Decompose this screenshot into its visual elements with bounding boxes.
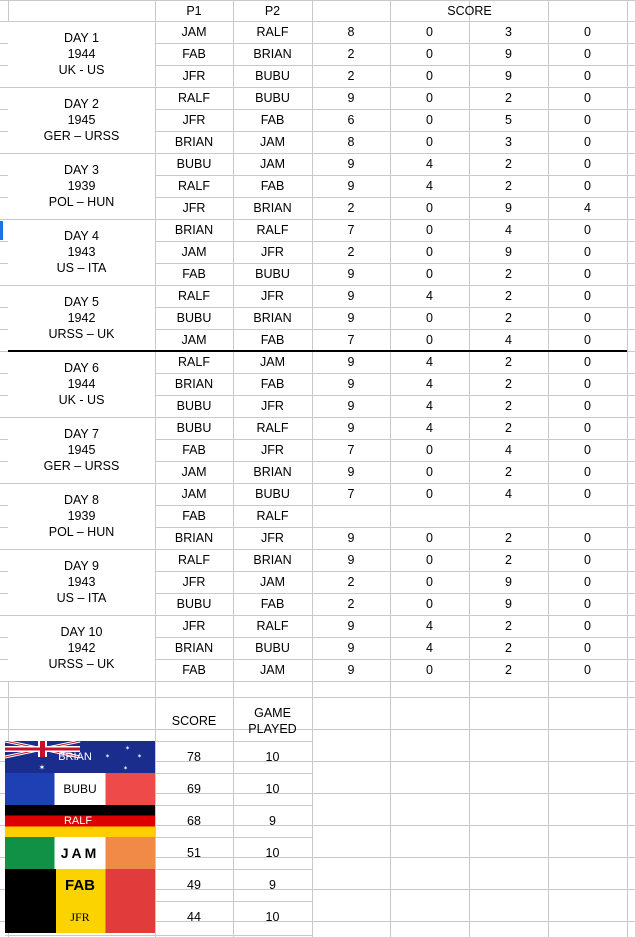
summary-row-line <box>155 837 312 838</box>
score-cell: 0 <box>584 333 591 347</box>
flag-belgium-fab <box>5 869 155 901</box>
score-cell: 4 <box>505 487 512 501</box>
score-cell: 0 <box>584 575 591 589</box>
score-cell: 9 <box>347 311 355 325</box>
player-2-cell: JAM <box>260 135 285 149</box>
player-2-cell: RALF <box>256 509 289 523</box>
score-cell: 0 <box>426 465 433 479</box>
score-cell: 8 <box>347 25 355 39</box>
score-cell: 9 <box>505 201 512 215</box>
score-cell: 0 <box>584 553 591 567</box>
day-block-border <box>8 153 155 154</box>
day-block-border <box>8 219 155 220</box>
player-2-cell: FAB <box>260 179 285 193</box>
day-day: DAY 5 <box>64 295 99 309</box>
score-cell: 0 <box>584 597 591 611</box>
player-1-cell: JAM <box>181 245 207 259</box>
grid-line <box>0 681 635 682</box>
score-cell: 2 <box>505 91 512 105</box>
header-p2: P2 <box>264 3 281 18</box>
player-1-cell: BRIAN <box>174 135 214 149</box>
player-2-cell: BUBU <box>255 69 290 83</box>
summary-header-game-played: GAME PLAYED <box>248 705 297 736</box>
day-year: 1944 <box>67 377 96 391</box>
score-cell: 0 <box>584 355 591 369</box>
score-cell: 0 <box>426 443 433 457</box>
score-cell: 9 <box>347 619 355 633</box>
score-cell: 9 <box>505 245 512 259</box>
player-1-cell: JAM <box>181 25 207 39</box>
score-cell: 9 <box>347 421 355 435</box>
score-cell: 2 <box>347 575 355 589</box>
score-cell: 6 <box>347 113 355 127</box>
score-cell: 7 <box>347 487 355 501</box>
day-block-border <box>8 615 155 616</box>
summary-border <box>312 697 313 937</box>
score-cell: 7 <box>347 333 355 347</box>
player-score-cell: 51 <box>187 846 201 860</box>
player-2-cell: JFR <box>261 289 284 303</box>
player-1-cell: BRIAN <box>174 223 214 237</box>
score-cell: 0 <box>426 531 433 545</box>
player-score-cell: 44 <box>187 910 201 924</box>
player-2-cell: JFR <box>261 443 284 457</box>
player-2-cell: FAB <box>260 333 285 347</box>
score-cell: 9 <box>347 641 355 655</box>
day-block <box>8 87 155 153</box>
score-cell: 9 <box>347 179 355 193</box>
player-1-cell: FAB <box>182 267 206 281</box>
score-cell: 4 <box>426 619 433 633</box>
player-1-cell: JAM <box>181 487 207 501</box>
score-cell: 0 <box>426 267 433 281</box>
score-cell: 0 <box>584 465 591 479</box>
score-cell: 0 <box>584 267 591 281</box>
day-day: DAY 3 <box>64 163 99 177</box>
score-cell: 0 <box>426 575 433 589</box>
score-cell: 4 <box>426 377 433 391</box>
score-cell: 0 <box>584 223 591 237</box>
day-block <box>8 219 155 285</box>
flag-australia-brian <box>5 741 155 773</box>
day-year: 1945 <box>67 443 96 457</box>
score-cell: 4 <box>426 157 433 171</box>
score-cell: 0 <box>426 597 433 611</box>
player-2-cell: JFR <box>261 531 284 545</box>
score-cell: 0 <box>584 443 591 457</box>
summary-row-line <box>155 869 312 870</box>
score-cell: 2 <box>505 267 512 281</box>
score-cell: 0 <box>426 223 433 237</box>
score-cell: 9 <box>347 399 355 413</box>
score-cell: 2 <box>347 201 355 215</box>
day-block-border <box>8 21 155 22</box>
day-teams: URSS – UK <box>48 327 115 341</box>
player-1-cell: BRIAN <box>174 377 214 391</box>
player-1-cell: RALF <box>178 179 210 193</box>
score-cell: 0 <box>584 47 591 61</box>
score-cell: 0 <box>584 663 591 677</box>
player-1-cell: JFR <box>182 113 206 127</box>
score-cell: 4 <box>426 355 433 369</box>
player-2-cell: BUBU <box>255 487 290 501</box>
player-2-cell: RALF <box>256 619 289 633</box>
score-cell: 0 <box>426 113 433 127</box>
score-cell: 9 <box>347 553 355 567</box>
day-block <box>8 153 155 219</box>
player-1-cell: BUBU <box>176 399 212 413</box>
score-cell: 0 <box>426 553 433 567</box>
player-2-cell: FAB <box>260 597 285 611</box>
score-cell: 0 <box>426 69 433 83</box>
score-cell: 4 <box>426 421 433 435</box>
player-2-cell: JAM <box>260 575 285 589</box>
player-1-cell: BUBU <box>176 157 212 171</box>
day-teams: POL – HUN <box>48 525 115 539</box>
score-cell: 0 <box>584 641 591 655</box>
day-block <box>8 549 155 615</box>
score-cell: 2 <box>347 245 355 259</box>
player-games-played-cell: 10 <box>265 846 280 860</box>
player-2-cell: JFR <box>261 245 284 259</box>
flag-germany-ralf <box>5 805 155 837</box>
day-year: 1943 <box>67 575 96 589</box>
score-cell: 2 <box>505 465 512 479</box>
score-cell: 2 <box>505 663 512 677</box>
score-cell: 0 <box>426 91 433 105</box>
day-teams: US – ITA <box>56 591 107 605</box>
day-day: DAY 9 <box>64 559 99 573</box>
player-1-cell: JFR <box>182 69 206 83</box>
score-cell: 9 <box>347 267 355 281</box>
player-1-cell: JFR <box>182 619 206 633</box>
day-separator-line <box>8 350 627 352</box>
player-name-label: BRIAN <box>58 751 92 763</box>
score-cell: 0 <box>426 25 433 39</box>
player-1-cell: RALF <box>178 553 210 567</box>
player-2-cell: BRIAN <box>253 553 292 567</box>
score-cell: 9 <box>505 47 512 61</box>
day-day: DAY 8 <box>64 493 99 507</box>
score-cell: 2 <box>505 619 512 633</box>
player-score-cell: 78 <box>187 750 201 764</box>
player-score-cell: 49 <box>187 878 201 892</box>
player-games-played-cell: 9 <box>269 814 276 828</box>
player-1-cell: BUBU <box>176 311 212 325</box>
score-cell: 9 <box>505 597 512 611</box>
summary-row-line <box>155 741 312 742</box>
score-cell: 0 <box>426 487 433 501</box>
player-1-cell: BUBU <box>176 597 212 611</box>
player-2-cell: JAM <box>260 355 285 369</box>
score-cell: 0 <box>584 421 591 435</box>
svg-text:✶: ✶ <box>123 766 129 772</box>
score-cell: 0 <box>426 663 433 677</box>
player-games-played-cell: 10 <box>265 782 280 796</box>
player-1-cell: JFR <box>182 201 206 215</box>
day-block-border <box>8 417 155 418</box>
score-cell <box>390 505 469 527</box>
player-score-cell: 68 <box>187 814 201 828</box>
score-cell: 0 <box>584 289 591 303</box>
day-block-border <box>8 483 155 484</box>
player-2-cell: BUBU <box>255 91 290 105</box>
score-cell: 0 <box>426 135 433 149</box>
score-cell: 0 <box>426 47 433 61</box>
day-block <box>8 483 155 549</box>
day-teams: US – ITA <box>56 261 107 275</box>
day-teams: GER – URSS <box>43 459 120 473</box>
score-cell: 4 <box>426 179 433 193</box>
day-teams: POL – HUN <box>48 195 115 209</box>
day-day: DAY 10 <box>60 625 103 639</box>
player-score-cell: 69 <box>187 782 201 796</box>
player-1-cell: JAM <box>181 465 207 479</box>
score-cell: 4 <box>584 201 591 215</box>
score-cell: 0 <box>584 25 591 39</box>
score-cell: 2 <box>505 355 512 369</box>
score-cell: 4 <box>426 289 433 303</box>
score-cell: 2 <box>505 289 512 303</box>
flag-italy-jam <box>5 837 155 869</box>
day-year: 1942 <box>67 311 96 325</box>
day-block <box>8 417 155 483</box>
score-cell: 2 <box>505 311 512 325</box>
day-year: 1939 <box>67 179 96 193</box>
day-teams: GER – URSS <box>43 129 120 143</box>
grid-line <box>627 0 628 937</box>
day-year: 1944 <box>67 47 96 61</box>
score-cell: 9 <box>347 531 355 545</box>
player-2-cell: BRIAN <box>253 311 292 325</box>
day-teams: URSS – UK <box>48 657 115 671</box>
player-1-cell: BUBU <box>176 421 212 435</box>
svg-text:✶: ✶ <box>105 754 111 760</box>
score-cell: 0 <box>584 69 591 83</box>
day-block-border <box>8 285 155 286</box>
grid-line <box>0 697 635 698</box>
player-2-cell: JAM <box>260 663 285 677</box>
score-cell: 0 <box>426 333 433 347</box>
score-cell: 2 <box>505 641 512 655</box>
day-day: DAY 4 <box>64 229 99 243</box>
summary-bottom-line <box>5 935 312 936</box>
player-2-cell: FAB <box>260 113 285 127</box>
score-cell: 3 <box>505 135 512 149</box>
row-selection-marker <box>0 221 3 240</box>
day-block-border <box>8 549 155 550</box>
score-cell: 2 <box>505 531 512 545</box>
day-year: 1939 <box>67 509 96 523</box>
player-2-cell: FAB <box>260 377 285 391</box>
flag-france-bubu <box>5 773 155 805</box>
score-cell: 0 <box>584 91 591 105</box>
score-cell: 0 <box>584 311 591 325</box>
score-cell: 0 <box>584 157 591 171</box>
score-cell: 9 <box>347 465 355 479</box>
score-cell: 0 <box>584 619 591 633</box>
svg-text:✶: ✶ <box>137 754 143 760</box>
summary-row-line <box>155 773 312 774</box>
player-name-label: BUBU <box>63 782 97 796</box>
day-block <box>8 285 155 351</box>
score-cell: 4 <box>505 443 512 457</box>
player-1-cell: FAB <box>182 47 206 61</box>
player-2-cell: BUBU <box>255 641 290 655</box>
score-cell: 0 <box>584 245 591 259</box>
score-cell: 0 <box>584 531 591 545</box>
player-1-cell: RALF <box>178 289 210 303</box>
score-cell: 9 <box>505 575 512 589</box>
score-cell <box>469 505 548 527</box>
header-p1: P1 <box>186 3 202 18</box>
day-year: 1943 <box>67 245 96 259</box>
score-cell: 2 <box>347 597 355 611</box>
player-name-label: RALF <box>63 815 93 827</box>
player-1-cell: RALF <box>178 355 210 369</box>
day-day: DAY 2 <box>64 97 99 111</box>
player-2-cell: BRIAN <box>253 201 292 215</box>
svg-text:✶: ✶ <box>38 763 46 772</box>
score-cell: 9 <box>347 377 355 391</box>
score-cell: 0 <box>584 179 591 193</box>
score-cell: 2 <box>505 399 512 413</box>
player-2-cell: BRIAN <box>253 465 292 479</box>
player-games-played-cell: 9 <box>269 878 276 892</box>
score-cell: 5 <box>505 113 512 127</box>
day-day: DAY 7 <box>64 427 99 441</box>
score-cell <box>548 505 627 527</box>
player-2-cell: BRIAN <box>253 47 292 61</box>
day-teams: UK - US <box>58 63 105 77</box>
player-name-label: JFR <box>70 909 90 924</box>
score-cell: 0 <box>426 245 433 259</box>
summary-row-line <box>155 901 312 902</box>
score-cell: 4 <box>505 333 512 347</box>
player-2-cell: RALF <box>256 223 289 237</box>
day-block <box>8 351 155 417</box>
player-1-cell: RALF <box>178 91 210 105</box>
score-cell: 2 <box>347 69 355 83</box>
day-block <box>8 615 155 681</box>
day-block <box>8 21 155 87</box>
score-cell: 9 <box>347 663 355 677</box>
score-cell: 9 <box>347 157 355 171</box>
player-1-cell: BRIAN <box>174 641 214 655</box>
day-block-border <box>8 87 155 88</box>
score-cell: 4 <box>426 641 433 655</box>
score-cell: 8 <box>347 135 355 149</box>
player-2-cell: BUBU <box>255 267 290 281</box>
grid-line <box>0 729 635 730</box>
player-1-cell: BRIAN <box>174 531 214 545</box>
player-1-cell: JFR <box>182 575 206 589</box>
score-cell: 9 <box>505 69 512 83</box>
svg-text:✶: ✶ <box>125 746 131 752</box>
score-cell: 7 <box>347 223 355 237</box>
day-day: DAY 1 <box>64 31 99 45</box>
player-games-played-cell: 10 <box>265 910 280 924</box>
score-cell: 0 <box>584 399 591 413</box>
score-cell: 3 <box>505 25 512 39</box>
player-1-cell: FAB <box>182 663 206 677</box>
score-cell: 7 <box>347 443 355 457</box>
player-2-cell: JAM <box>260 157 285 171</box>
score-cell <box>312 505 390 527</box>
player-games-played-cell: 10 <box>265 750 280 764</box>
score-cell: 2 <box>505 157 512 171</box>
score-cell: 0 <box>426 201 433 215</box>
score-cell: 0 <box>584 113 591 127</box>
score-cell: 2 <box>505 553 512 567</box>
score-cell: 2 <box>505 377 512 391</box>
score-cell: 4 <box>505 223 512 237</box>
player-name-label: FAB <box>65 876 95 894</box>
day-day: DAY 6 <box>64 361 99 375</box>
summary-header-score: SCORE <box>171 713 217 728</box>
score-cell: 2 <box>505 421 512 435</box>
score-cell: 0 <box>584 135 591 149</box>
player-1-cell: JAM <box>181 333 207 347</box>
score-cell: 0 <box>584 487 591 501</box>
player-2-cell: RALF <box>256 25 289 39</box>
score-cell: 9 <box>347 355 355 369</box>
player-1-cell: FAB <box>182 443 206 457</box>
player-2-cell: JFR <box>261 399 284 413</box>
score-cell: 4 <box>426 399 433 413</box>
day-year: 1942 <box>67 641 96 655</box>
player-2-cell: RALF <box>256 421 289 435</box>
day-teams: UK - US <box>58 393 105 407</box>
score-cell: 9 <box>347 289 355 303</box>
flag-belgium-jfr <box>5 901 155 933</box>
score-cell: 0 <box>584 377 591 391</box>
score-cell: 2 <box>347 47 355 61</box>
player-1-cell: FAB <box>182 509 206 523</box>
header-score: SCORE <box>447 3 492 18</box>
score-cell: 0 <box>426 311 433 325</box>
score-cell: 9 <box>347 91 355 105</box>
score-cell: 2 <box>505 179 512 193</box>
player-name-label: JAM <box>60 845 100 861</box>
day-year: 1945 <box>67 113 96 127</box>
summary-row-line <box>155 805 312 806</box>
